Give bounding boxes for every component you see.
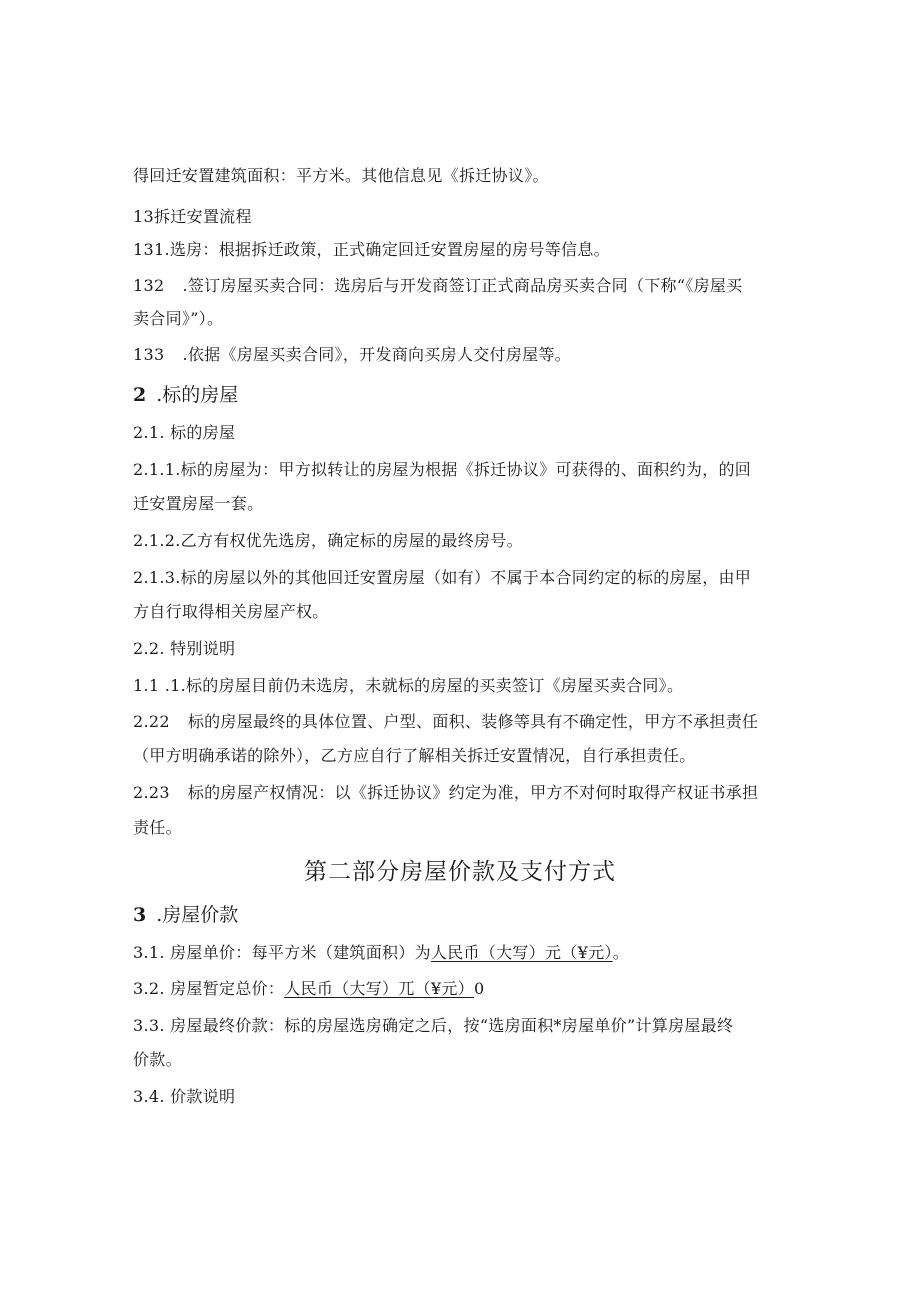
clause-1-3-2	[133, 276, 743, 296]
clause-2-1-1-continued: 迁安置房屋一套。	[133, 494, 264, 513]
clause-number: 133	[133, 345, 165, 364]
clause-2-1-heading: 2.1. 标的房屋	[133, 423, 236, 442]
underlined-blank: 人民币（大写）兀（¥元）	[284, 979, 474, 998]
section-title: .标的房屋	[156, 384, 239, 406]
clause-text: .依据《房屋买卖合同》，开发商向买房人交付房屋等。	[182, 345, 572, 364]
section-number: 3	[133, 904, 147, 926]
section-number: 2	[133, 384, 147, 406]
clause-2-1-3-continued: 方自行取得相关房屋产权。	[133, 602, 329, 621]
clause-2-2-2-continued: （甲方明确承诺的除外），乙方应自行了解相关拆迁安置情况，自行承担责任。	[133, 746, 696, 765]
clause-number: 2.22	[133, 712, 170, 731]
clause-3-2	[133, 979, 484, 999]
clause-2-1-2: 2.1.2.乙方有权优先选房，确定标的房屋的最终房号。	[133, 531, 523, 550]
clause-end: 。	[612, 943, 630, 962]
clause-3-3-continued: 价款。	[133, 1050, 182, 1069]
clause-2-2-2	[133, 712, 758, 732]
clause-2-2-3	[133, 783, 758, 803]
section-3-heading	[133, 903, 238, 927]
clause-3-4-heading: 3.4. 价款说明	[133, 1087, 236, 1106]
clause-3-1	[133, 943, 629, 963]
section-title: .房屋价款	[156, 904, 239, 926]
underlined-blank: 人民币（大写）元（¥元）	[430, 943, 613, 962]
clause-2-1-3: 2.1.3.标的房屋以外的其他回迁安置房屋（如有）不属于本合同约定的标的房屋，由甲	[133, 568, 752, 587]
clause-2-2-3-continued: 责任。	[133, 818, 182, 837]
clause-text: 标的房屋最终的具体位置、户型、面积、装修等具有不确定性，甲方不承担责任	[187, 712, 759, 731]
clause-1-3-1: 131.选房：根据拆迁政策，正式确定回迁安置房屋的房号等信息。	[133, 240, 610, 259]
clause-number: 132	[133, 276, 165, 295]
clause-text: 3.1. 房屋单价：每平方米（建筑面积）为	[133, 943, 431, 962]
clause-end: 0	[474, 979, 485, 998]
paragraph-relocation-area: 得回迁安置建筑面积：平方米。其他信息见《拆迁协议》。	[133, 166, 549, 185]
section-2-heading	[133, 383, 238, 407]
clause-text: 标的房屋产权情况：以《拆迁协议》约定为准，甲方不对何时取得产权证书承担	[187, 783, 759, 802]
clause-text: 3.2. 房屋暂定总价：	[133, 979, 285, 998]
part-two-title: 第二部分房屋价款及支付方式	[304, 859, 616, 885]
clause-text: .签订房屋买卖合同：选房后与开发商签订正式商品房买卖合同（下称“《房屋买	[182, 276, 743, 295]
clause-2-1-1: 2.1.1.标的房屋为：甲方拟转让的房屋为根据《拆迁协议》可获得的、面积约为，的回	[133, 460, 752, 479]
clause-number: 2.23	[133, 783, 170, 802]
clause-2-2-1: 1.1 .1.标的房屋目前仍未选房，未就标的房屋的买卖签订《房屋买卖合同》。	[133, 676, 684, 695]
clause-2-2-heading: 2.2. 特别说明	[133, 639, 236, 658]
section-1-3-heading: 13拆迁安置流程	[133, 207, 252, 226]
clause-3-3: 3.3. 房屋最终价款：标的房屋选房确定之后，按“选房面积*房屋单价”计算房屋最终	[133, 1016, 734, 1035]
clause-1-3-3	[133, 345, 571, 365]
clause-1-3-2-continued: 卖合同》”）。	[133, 309, 224, 328]
